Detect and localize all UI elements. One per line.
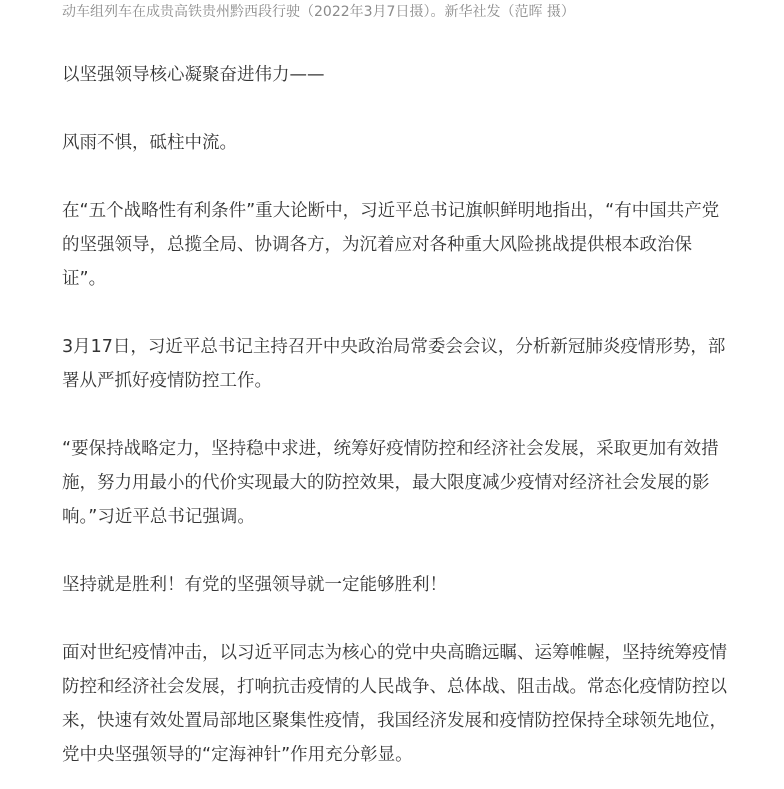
paragraph-gap — [62, 398, 730, 432]
paragraph: 风雨不惧，砥柱中流。 — [62, 133, 237, 153]
paragraph-gap — [62, 296, 730, 330]
paragraph-gap — [62, 160, 730, 194]
paragraph: 3月17日，习近平总书记主持召开中央政治局常委会会议，分析新冠肺炎疫情形势，部署从严抓好疫情防控工作。 — [62, 337, 726, 391]
section-heading: 以坚强领导核心凝聚奋进伟力—— — [62, 65, 325, 85]
quote-paragraph: “要保持战略定力，坚持稳中求进，统筹好疫情防控和经济社会发展，采取更加有效措施，努力用最小的代价实现最大的防控效果，最大限度减少疫情对经济社会发展的影响。”习近平总书记强调。 — [62, 439, 719, 527]
paragraph: 面对世纪疫情冲击，以习近平同志为核心的党中央高瞻远瞩、运筹帷幄，坚持统筹疫情防控和经济社会发展，打响抗击疫情的人民战争、总体战、阻击战。常态化疫情防控以来，快速有效处置局部地区聚集性疫情，我国经济发展和疫情防控保持全球领先地位，党中央坚强领导的“定海神针”作用充分彰显。 — [62, 643, 727, 765]
paragraph-gap — [62, 92, 730, 126]
paragraph: 坚持就是胜利！有党的坚强领导就一定能够胜利！ — [62, 575, 447, 595]
paragraph-gap — [62, 602, 730, 636]
image-caption: 动车组列车在成贵高铁贵州黔西段行驶（2022年3月7日摄）。新华社发（范晖 摄） — [62, 4, 575, 20]
article-body — [62, 58, 730, 772]
paragraph-gap — [62, 534, 730, 568]
paragraph: 在“五个战略性有利条件”重大论断中，习近平总书记旗帜鲜明地指出，“有中国共产党的坚强领导，总揽全局、协调各方，为沉着应对各种重大风险挑战提供根本政治保证”。 — [62, 201, 720, 289]
